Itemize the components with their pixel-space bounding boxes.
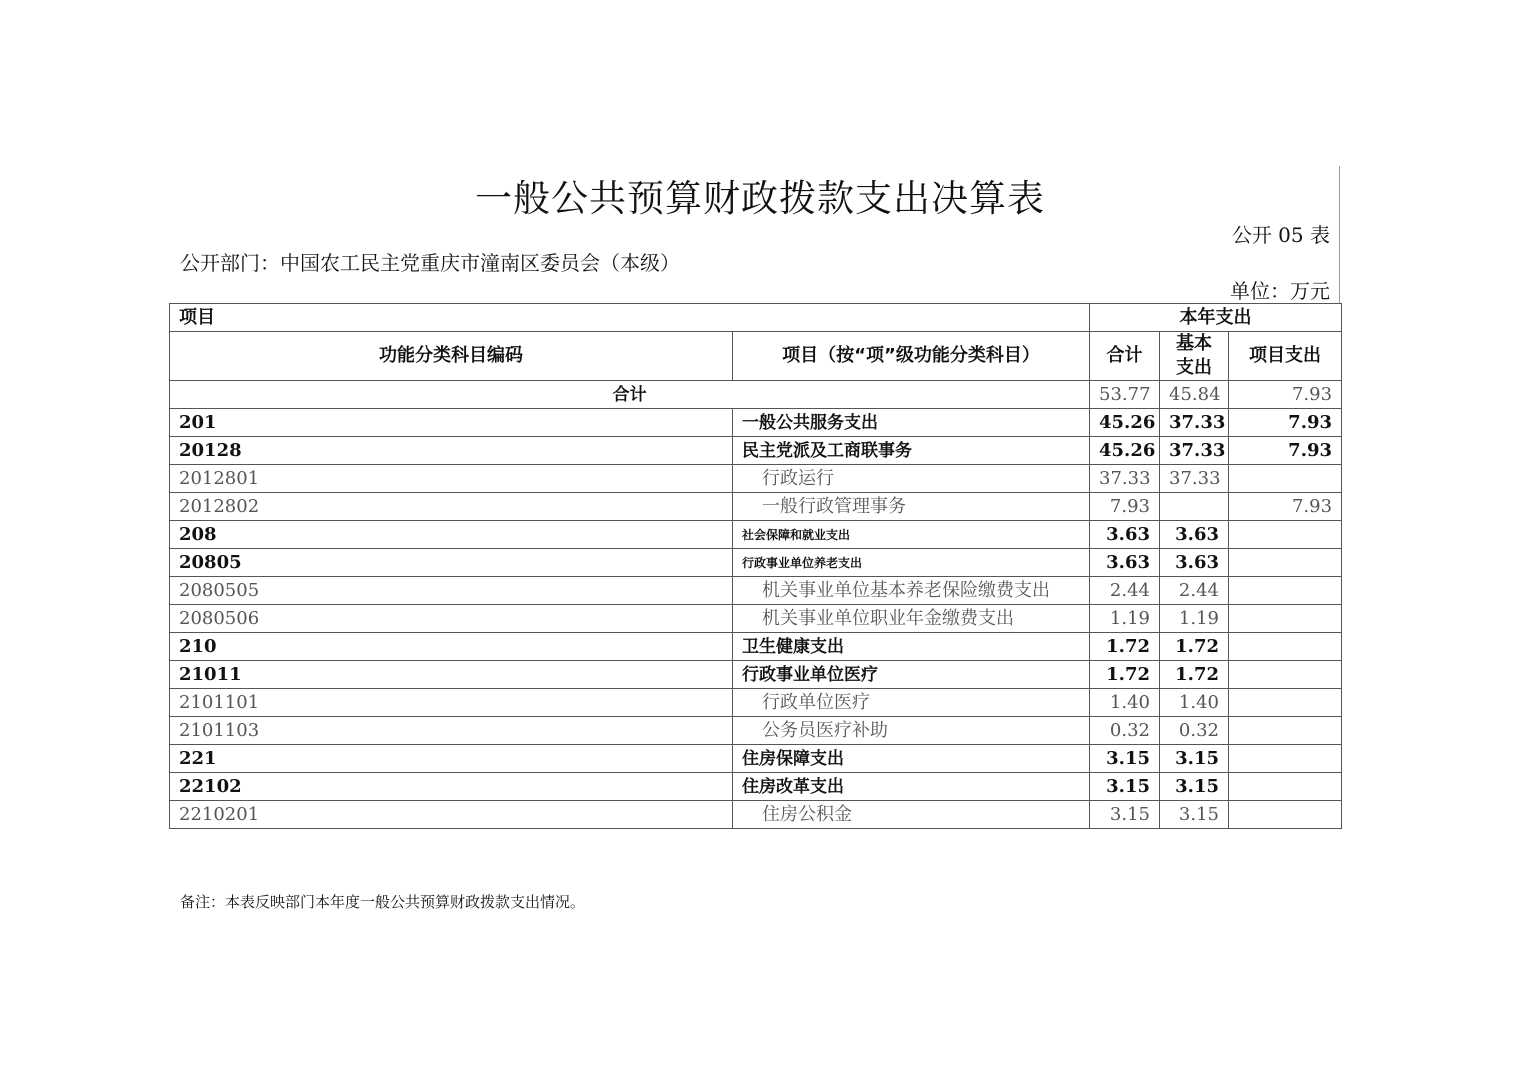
row-code: 210 [170,633,733,661]
table-row [170,521,1342,549]
header-name: 项目（按“项”级功能分类科目） [733,332,1090,381]
row-name: 行政事业单位医疗 [733,661,1090,689]
table-row [170,801,1342,829]
header-project-expense: 项目支出 [1229,332,1342,381]
row-project: 7.93 [1229,409,1342,437]
row-total: 1.72 [1090,633,1160,661]
row-total: 2.44 [1090,577,1160,605]
basic-value: 45.84 [1160,381,1229,409]
row-code: 2101103 [170,717,733,745]
row-name: 社会保障和就业支出 [733,521,1090,549]
header-row-2 [170,332,1342,381]
row-name: 机关事业单位基本养老保险缴费支出 [733,577,1090,605]
row-code: 21011 [170,661,733,689]
row-project [1229,689,1342,717]
row-name: 一般行政管理事务 [733,493,1090,521]
row-code: 22102 [170,773,733,801]
row-code: 201 [170,409,733,437]
row-project: 7.93 [1229,437,1342,465]
table-row [170,409,1342,437]
row-basic: 3.15 [1160,801,1229,829]
row-basic: 1.19 [1160,605,1229,633]
table-row [170,773,1342,801]
row-code: 208 [170,521,733,549]
row-total: 3.63 [1090,521,1160,549]
row-basic: 3.15 [1160,745,1229,773]
row-basic: 37.33 [1160,437,1229,465]
row-basic: 1.40 [1160,689,1229,717]
row-basic: 2.44 [1160,577,1229,605]
row-code: 2101101 [170,689,733,717]
row-project [1229,745,1342,773]
row-name: 住房公积金 [733,801,1090,829]
row-basic: 3.15 [1160,773,1229,801]
row-name: 行政单位医疗 [733,689,1090,717]
row-project [1229,465,1342,493]
footnote: 备注：本表反映部门本年度一般公共预算财政拨款支出情况。 [180,893,586,911]
row-total: 45.26 [1090,437,1160,465]
row-name: 卫生健康支出 [733,633,1090,661]
header-project: 项目 [170,304,1090,332]
table-row [170,745,1342,773]
row-project [1229,661,1342,689]
department-label: 公开部门：中国农工民主党重庆市潼南区委员会（本级） [180,251,680,275]
row-name: 机关事业单位职业年金缴费支出 [733,605,1090,633]
row-project [1229,605,1342,633]
row-name: 住房保障支出 [733,745,1090,773]
row-total: 3.15 [1090,801,1160,829]
table-row [170,633,1342,661]
row-project: 7.93 [1229,493,1342,521]
row-total: 7.93 [1090,493,1160,521]
table-row [170,493,1342,521]
header-row-1 [170,304,1342,332]
total-value: 53.77 [1090,381,1160,409]
row-basic: 1.72 [1160,633,1229,661]
table-row [170,661,1342,689]
row-total: 1.19 [1090,605,1160,633]
row-name: 行政事业单位养老支出 [733,549,1090,577]
table-row [170,605,1342,633]
row-total: 37.33 [1090,465,1160,493]
row-basic: 3.63 [1160,521,1229,549]
row-total: 3.15 [1090,773,1160,801]
table-row [170,717,1342,745]
row-total: 0.32 [1090,717,1160,745]
row-code: 2210201 [170,801,733,829]
row-project [1229,717,1342,745]
row-basic: 1.72 [1160,661,1229,689]
header-total: 合计 [1090,332,1160,381]
row-name: 行政运行 [733,465,1090,493]
row-name: 公务员医疗补助 [733,717,1090,745]
row-total: 3.63 [1090,549,1160,577]
row-total: 1.72 [1090,661,1160,689]
row-basic: 37.33 [1160,465,1229,493]
header-code: 功能分类科目编码 [170,332,733,381]
header-current-year: 本年支出 [1090,304,1342,332]
row-code: 20805 [170,549,733,577]
table-row [170,549,1342,577]
row-code: 221 [170,745,733,773]
total-label: 合计 [170,381,1090,409]
row-code: 2012801 [170,465,733,493]
table-row [170,577,1342,605]
row-code: 2012802 [170,493,733,521]
table-row [170,437,1342,465]
row-basic: 3.63 [1160,549,1229,577]
row-basic: 37.33 [1160,409,1229,437]
row-name: 住房改革支出 [733,773,1090,801]
document-code: 公开 05 表 [1231,223,1330,247]
row-project [1229,577,1342,605]
budget-table [169,303,1342,829]
row-total: 3.15 [1090,745,1160,773]
table-row [170,465,1342,493]
row-name: 民主党派及工商联事务 [733,437,1090,465]
row-project [1229,801,1342,829]
row-total: 45.26 [1090,409,1160,437]
row-code: 2080505 [170,577,733,605]
row-name: 一般公共服务支出 [733,409,1090,437]
row-total: 1.40 [1090,689,1160,717]
header-basic: 基本支出 [1160,332,1229,381]
row-basic: 0.32 [1160,717,1229,745]
row-project [1229,549,1342,577]
row-project [1229,633,1342,661]
total-row [170,381,1342,409]
row-code: 20128 [170,437,733,465]
unit-label: 单位：万元 [1230,279,1330,303]
page-title: 一般公共预算财政拨款支出决算表 [475,177,1045,220]
project-value: 7.93 [1229,381,1342,409]
table-row [170,689,1342,717]
row-basic [1160,493,1229,521]
row-project [1229,773,1342,801]
row-code: 2080506 [170,605,733,633]
row-project [1229,521,1342,549]
